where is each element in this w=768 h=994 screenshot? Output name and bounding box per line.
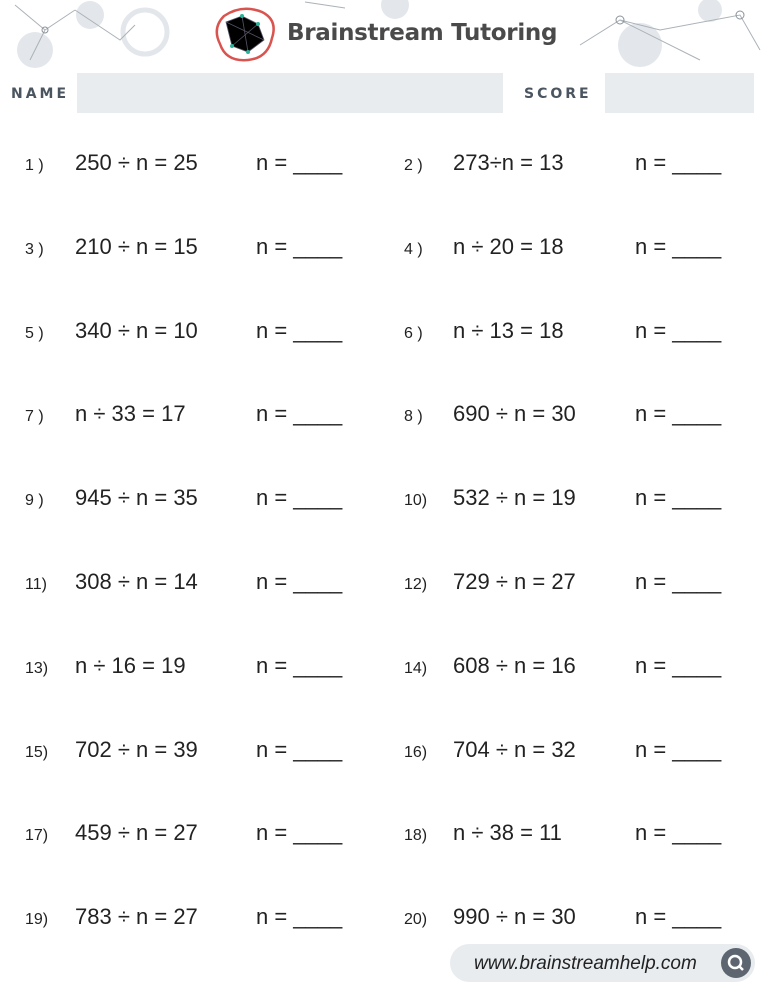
problem-equation: 783 ÷ n = 27 <box>75 904 198 930</box>
score-field[interactable] <box>605 73 754 113</box>
problem-equation: 273÷n = 13 <box>453 150 564 175</box>
answer-blank[interactable]: n = ____ <box>635 485 722 511</box>
brand-title: Brainstream Tutoring <box>287 20 558 46</box>
problem-number: 6 ) <box>404 324 423 342</box>
problem-equation: n ÷ 16 = 19 <box>75 652 186 678</box>
answer-blank[interactable]: n = ____ <box>635 233 722 259</box>
answer-blank[interactable]: n = ____ <box>256 904 343 930</box>
problem-number: 2 ) <box>404 157 423 174</box>
problem-16 <box>0 737 768 767</box>
answer-blank[interactable]: n = ____ <box>635 150 722 175</box>
problem-number: 4 ) <box>404 240 423 258</box>
problem-number: 9 ) <box>25 492 44 510</box>
problem-4 <box>0 234 768 264</box>
problem-number: 1 ) <box>25 157 44 174</box>
website-badge <box>450 944 755 982</box>
problem-14 <box>0 653 768 683</box>
problem-number: 10) <box>404 492 428 510</box>
problem-number: 17) <box>25 827 49 845</box>
problem-equation: 690 ÷ n = 30 <box>453 401 576 427</box>
brain-logo-icon <box>212 6 278 64</box>
problem-equation: 308 ÷ n = 14 <box>75 569 198 594</box>
problem-number: 14) <box>404 659 428 677</box>
answer-blank[interactable]: n = ____ <box>256 485 343 511</box>
answer-blank[interactable]: n = ____ <box>256 401 343 427</box>
website-url: www.brainstreamhelp.com <box>474 953 697 974</box>
problem-equation: 704 ÷ n = 32 <box>453 736 576 762</box>
problem-12 <box>0 569 768 599</box>
problem-equation: 990 ÷ n = 30 <box>453 904 576 930</box>
problem-number: 18) <box>404 827 428 845</box>
answer-blank[interactable]: n = ____ <box>635 317 722 343</box>
problem-equation: 945 ÷ n = 35 <box>75 485 198 511</box>
problem-equation: n ÷ 13 = 18 <box>453 317 564 343</box>
problem-equation: 532 ÷ n = 19 <box>453 485 576 511</box>
problem-number: 7 ) <box>25 408 44 426</box>
problem-2 <box>0 150 768 180</box>
problem-number: 3 ) <box>25 240 44 258</box>
problem-number: 20) <box>404 911 428 929</box>
problem-equation: 250 ÷ n = 25 <box>75 150 198 175</box>
answer-blank[interactable]: n = ____ <box>256 317 343 343</box>
answer-blank[interactable]: n = ____ <box>635 820 722 846</box>
problem-number: 5 ) <box>25 324 44 342</box>
problem-number: 8 ) <box>404 408 423 426</box>
problem-equation: 210 ÷ n = 15 <box>75 233 198 259</box>
name-field[interactable] <box>77 73 503 113</box>
problem-equation: 340 ÷ n = 10 <box>75 317 198 343</box>
problem-equation: n ÷ 20 = 18 <box>453 233 564 259</box>
problem-20 <box>0 904 768 934</box>
problem-number: 16) <box>404 743 428 761</box>
score-label: SCORE <box>524 86 592 102</box>
problem-equation: 608 ÷ n = 16 <box>453 652 576 678</box>
name-label: NAME <box>11 86 70 102</box>
problem-equation: 729 ÷ n = 27 <box>453 569 576 594</box>
problem-number: 19) <box>25 911 49 929</box>
problem-number: 13) <box>25 659 49 677</box>
search-icon <box>721 948 751 978</box>
problem-equation: 702 ÷ n = 39 <box>75 736 198 762</box>
problem-number: 15) <box>25 743 49 761</box>
answer-blank[interactable]: n = ____ <box>256 150 343 175</box>
problem-8 <box>0 401 768 431</box>
answer-blank[interactable]: n = ____ <box>256 736 343 762</box>
problem-18 <box>0 820 768 850</box>
answer-blank[interactable]: n = ____ <box>256 820 343 846</box>
problem-6 <box>0 318 768 348</box>
answer-blank[interactable]: n = ____ <box>635 652 722 678</box>
answer-blank[interactable]: n = ____ <box>256 569 343 594</box>
problem-10 <box>0 485 768 515</box>
answer-blank[interactable]: n = ____ <box>256 233 343 259</box>
answer-blank[interactable]: n = ____ <box>635 569 722 594</box>
problem-equation: n ÷ 33 = 17 <box>75 401 186 427</box>
answer-blank[interactable]: n = ____ <box>635 904 722 930</box>
problem-equation: 459 ÷ n = 27 <box>75 820 198 846</box>
answer-blank[interactable]: n = ____ <box>256 652 343 678</box>
answer-blank[interactable]: n = ____ <box>635 736 722 762</box>
answer-blank[interactable]: n = ____ <box>635 401 722 427</box>
problem-number: 11) <box>25 576 47 593</box>
problem-number: 12) <box>404 576 428 593</box>
problem-equation: n ÷ 38 = 11 <box>453 820 562 846</box>
